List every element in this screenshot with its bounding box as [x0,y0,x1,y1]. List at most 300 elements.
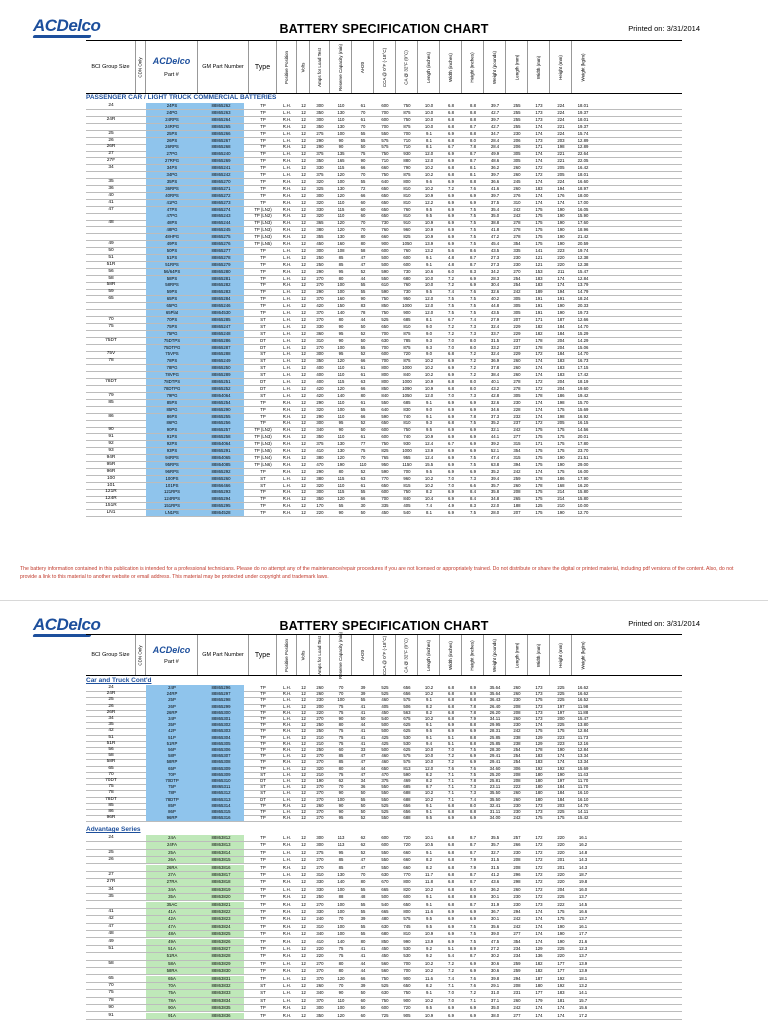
row-amps-load: 230 [316,697,324,703]
row-ah20: 47 [360,759,366,765]
row-terminal-position: R.H. [282,413,292,419]
row-length-in: 8.2 [426,778,432,783]
row-amps-load: 300 [316,1005,324,1011]
row-length-in: 9.1 [426,849,432,855]
row-amps-load: 420 [316,385,324,391]
row-terminal-position: L.H. [283,475,291,481]
row-gm-part: 88863834 [198,998,244,1004]
row-width-in: 6.8 [448,809,454,814]
row-weight-lb: 48.6 [490,158,500,164]
row-width-in: 6.9 [448,213,454,219]
row-terminal-position: L.H. [283,482,291,488]
row-height-mm: 190 [557,234,565,240]
row-gm-part: 88865288 [198,351,244,357]
row-weight-lb: 36.6 [490,178,500,184]
row-width-in: 7.2 [448,275,454,281]
row-ah20: 60 [360,206,366,212]
row-cca: 480 [381,916,389,922]
row-weight-lb: 28.31 [489,728,501,734]
row-width-mm: 180 [535,771,543,777]
row-height-in: 7.5 [470,241,476,246]
row-length-in: 10.0 [424,747,434,752]
row-height-in: 7.5 [470,938,476,944]
row-length-in: 9.1 [426,802,432,808]
row-ah20: 80 [360,234,366,240]
row-type: TP [260,496,266,502]
row-weight-lb: 29.95 [489,722,501,728]
row-terminal-position: L.H. [283,849,291,855]
row-ca: 810 [403,199,411,205]
row-width-mm: 192 [535,765,543,771]
row-ah20: 55 [360,923,366,929]
row-weight-kg: 14.70 [577,323,589,329]
row-part-number: 27PG [146,151,198,157]
row-reserve-capacity: 120 [337,454,345,460]
row-weight-lb: 26.20 [489,709,501,715]
row-ca: 810 [403,185,411,191]
row-terminal-position: L.H. [283,358,291,364]
row-ca: 685 [403,784,411,790]
row-length-mm: 259 [513,475,521,481]
row-weight-kg: 16.42 [577,165,589,171]
row-part-number: 34PS [146,165,198,171]
row-part-number: 59PS [146,289,198,295]
row-reserve-capacity: 80 [338,275,344,281]
row-weight-kg: 17.80 [577,441,589,447]
row-group-size: 27R [106,879,116,885]
row-amps-load: 270 [316,784,324,790]
row-amps-load: 270 [316,864,324,870]
row-height-in: 8.7 [470,879,476,885]
row-type: DT [260,379,266,384]
row-ah20: 66 [360,165,366,171]
row-ah20: 55 [360,130,366,136]
row-height-mm: 224 [557,178,565,184]
row-gm-part: 88865278 [198,255,244,261]
row-length-in: 8.7 [426,784,432,790]
row-cca: 590 [381,468,389,474]
row-group-size: 91 [108,1012,114,1018]
row-ca: 700 [403,968,411,974]
row-group-size [86,172,136,178]
row-length-mm: 259 [513,968,521,974]
row-type: TP [260,268,266,274]
row-height-mm: 225 [557,685,565,690]
row-type: TP [260,247,266,253]
row-terminal-position: R.H. [282,227,292,233]
row-weight-lb: 34.11 [489,716,501,721]
row-weight-kg: 14.3 [578,864,588,870]
row-ah20: 110 [359,461,367,467]
row-cca: 500 [381,747,389,752]
row-weight-lb: 32.7 [490,849,500,855]
row-group-size: 27 [108,872,114,877]
row-weight-lb: 37.3 [490,413,500,419]
row-volts: 12 [301,1012,306,1018]
row-ca: 810 [403,931,411,937]
row-amps-load: 375 [316,172,324,177]
row-volts: 12 [301,960,306,966]
row-height-in: 8.4 [470,489,476,495]
row-part-number: 49PS [146,241,198,247]
row-height-mm: 204 [557,379,565,384]
row-terminal-position: L.H. [283,351,291,357]
row-weight-lb: 28.4 [490,144,500,150]
row-weight-lb: 30.6 [490,968,500,974]
row-length-in: 10.2 [424,475,434,481]
row-ah20: 66 [360,358,366,364]
row-reserve-capacity: 90 [338,716,344,721]
row-reserve-capacity: 70 [338,916,344,922]
row-length-mm: 254 [513,275,521,281]
row-terminal-position: L.H. [283,392,291,398]
row-ah20: 61 [360,372,366,378]
row-width-mm: 171 [535,441,543,447]
row-amps-load: 200 [316,703,324,709]
row-group-size: 90 [108,1005,114,1011]
row-width-mm: 173 [535,103,543,108]
row-volts: 12 [301,496,306,502]
row-ah20: 80 [360,938,366,944]
row-weight-lb: 31.9 [490,901,500,907]
row-length-mm: 237 [513,337,521,343]
row-width-in: 6.9 [448,413,454,419]
row-terminal-position: R.H. [282,923,292,929]
row-group-size: 65 [108,765,114,771]
row-width-in: 6.9 [448,454,454,460]
row-height-in: 7.6 [470,289,476,295]
row-ah20: 60 [360,1012,366,1018]
row-height-mm: 204 [557,886,565,892]
row-length-in: 8.1 [426,510,432,516]
row-weight-kg: 22.05 [577,158,589,164]
row-ca: 930 [403,151,411,157]
row-gm-part: 88865316 [198,815,244,821]
row-length-in: 10.9 [424,379,434,384]
row-width-in: 6.9 [448,1005,454,1011]
table-row [86,931,682,938]
row-width-in: 7.0 [448,990,454,996]
row-ah20: 44 [360,722,366,728]
row-gm-part: 88865286 [198,338,244,344]
row-height-mm: 204 [557,385,565,391]
row-volts: 12 [301,254,306,260]
row-weight-lb: 38.8 [490,220,500,226]
row-volts: 12 [301,997,306,1003]
row-gm-part: 88865270 [198,179,244,185]
row-cca: 630 [381,990,389,996]
row-cca: 750 [381,310,389,315]
row-part-number: 24PS [146,103,198,109]
row-weight-kg: 15.6 [578,1005,588,1011]
row-group-size: 58 [108,960,114,966]
row-width-mm: 178 [535,475,543,481]
row-weight-lb: 52.1 [490,448,500,453]
row-length-in: 10.5 [424,842,434,848]
row-ah20: 52 [360,420,366,426]
row-gm-part: 88865266 [198,131,244,137]
row-weight-kg: 14.79 [577,289,589,295]
row-type: TP [260,489,266,495]
row-amps-load: 275 [316,130,324,136]
row-reserve-capacity: 110 [337,116,345,122]
row-cca: 550 [381,815,389,821]
row-volts: 12 [301,385,306,391]
row-group-size: 75 [108,784,114,790]
header-volts: Volts [297,635,310,675]
row-reserve-capacity: 75 [338,709,344,715]
row-length-in: 10.2 [424,172,434,177]
row-volts: 12 [301,747,306,752]
row-gm-part: 88865258 [198,434,244,440]
row-part-number: 70A [146,983,198,989]
row-cca: 825 [381,448,389,453]
row-group-size: 58R [106,282,116,288]
row-type: TP [260,199,266,205]
row-width-mm: 172 [535,420,543,426]
row-group-size [86,345,136,351]
row-ah20: 50 [360,790,366,796]
row-volts: 12 [301,282,306,288]
row-gm-part: 88863835 [198,1005,244,1011]
table-row [86,879,682,886]
row-terminal-position: R.H. [282,123,292,129]
row-weight-lb: 27.9 [490,316,500,322]
row-gm-part: 88865260 [198,476,244,482]
header-cca: CCA @ 0°F (-18°C) [374,41,396,93]
row-cca: 450 [381,946,389,951]
row-group-size: 24R [106,116,116,122]
row-reserve-capacity: 140 [337,392,345,398]
row-width-in: 6.9 [448,728,454,734]
row-ca: 685 [403,399,411,405]
row-weight-lb: 36.43 [489,697,501,703]
row-width-in: 5.1 [448,946,454,951]
row-part-number: 58RP [146,759,198,765]
row-reserve-capacity: 100 [337,282,345,288]
row-cca: 750 [381,441,389,447]
row-cca: 650 [381,199,389,205]
row-gm-part: 88865244 [198,220,244,226]
row-cca: 560 [381,968,389,974]
row-length-mm: 230 [513,722,521,728]
row-height-mm: 184 [557,323,565,329]
row-height-mm: 225 [557,894,565,900]
row-height-in: 7.8 [470,144,476,150]
row-part-number: 78DTP [146,797,198,803]
row-weight-lb: 35.64 [489,691,501,697]
row-volts: 12 [301,213,306,219]
row-group-size: 75 [108,323,114,329]
row-ah20: 70 [360,109,366,115]
row-group-size: 96R [106,815,116,821]
row-part-number: 58PS [146,276,198,282]
row-amps-load: 410 [316,448,324,453]
row-ca: 680 [403,275,411,281]
row-height-in: 7.3 [470,475,476,481]
row-volts: 12 [301,144,306,150]
row-ah20: 50 [360,1005,366,1011]
row-weight-lb: 29.1 [490,983,500,988]
row-cca: 590 [381,413,389,419]
row-terminal-position: L.H. [283,975,291,981]
row-height-mm: 174 [557,753,565,759]
row-group-size [86,865,136,871]
row-amps-load: 370 [316,296,324,302]
row-height-mm: 183 [557,990,565,996]
row-weight-kg: 19.37 [577,109,589,115]
row-width-mm: 175 [535,448,543,453]
row-group-size: 51 [108,946,114,951]
row-part-number: 24RP [146,691,198,697]
row-height-mm: 225 [557,946,565,951]
row-reserve-capacity: 115 [337,489,345,495]
row-weight-lb: 30.1 [490,916,500,922]
row-cca: 590 [381,268,389,274]
row-ca: 720 [403,835,411,840]
row-volts: 12 [301,784,306,790]
row-height-in: 7.5 [470,454,476,460]
row-width-mm: 180 [535,790,543,796]
row-length-mm: 305 [513,310,521,315]
page-title: BATTERY SPECIFICATION CHART [279,22,489,36]
header-len-in: Length (inches) [418,41,440,93]
row-width-mm: 178 [535,482,543,488]
row-cca: 500 [381,728,389,734]
row-length-in: 10.0 [424,759,434,765]
row-gm-part: 88865279 [198,262,244,268]
row-gm-part: 88863832 [198,983,244,989]
row-height-mm: 174 [557,759,565,765]
row-ca: 810 [403,420,411,426]
row-group-size [86,953,136,959]
row-volts: 12 [301,923,306,929]
row-type: ST [260,330,266,336]
row-cca: 560 [381,960,389,966]
row-weight-lb: 44.1 [490,434,500,440]
row-height-in: 8.8 [470,734,476,740]
row-length-mm: 294 [513,975,521,981]
row-volts: 12 [301,454,306,460]
row-ca: 625 [403,722,411,728]
row-length-mm: 257 [513,835,521,840]
row-weight-lb: 35.7 [490,842,500,848]
row-length-mm: 278 [513,379,521,384]
row-length-mm: 208 [513,857,521,863]
row-length-in: 10.2 [424,960,434,966]
row-cca: 710 [381,158,389,164]
row-ah20: 55 [360,909,366,914]
row-type: ST [260,316,266,322]
row-width-in: 6.9 [448,372,454,378]
row-length-in: 10.9 [424,192,434,198]
row-type: TP [260,151,266,157]
row-weight-lb: 28.4 [490,137,500,143]
row-weight-lb: 42.8 [490,392,500,398]
row-height-in: 8.0 [470,337,476,343]
row-terminal-position: R.H. [282,268,292,274]
row-length-mm: 242 [513,213,521,219]
row-cca: 650 [381,185,389,191]
row-volts: 12 [301,894,306,900]
row-length-in: 8.1 [426,316,432,322]
row-weight-lb: 37.5 [490,199,500,205]
row-ah20: 61 [360,116,366,122]
row-volts: 12 [301,316,306,322]
row-part-number: 121RPS [146,489,198,495]
row-height-mm: 183 [557,372,565,378]
row-part-number: 26PS [146,138,198,144]
row-height-in: 8.1 [470,172,476,177]
row-length-mm: 232 [513,413,521,419]
row-width-in: 6.8 [448,864,454,870]
row-cca: 650 [381,213,389,219]
row-length-in: 10.6 [424,268,434,274]
row-gm-part: 88865264 [198,117,244,123]
row-height-in: 7.1 [470,997,476,1003]
row-gm-part: 88865250 [198,365,244,371]
row-weight-lb: 41.8 [490,227,500,233]
row-amps-load: 250 [316,747,324,752]
row-terminal-position: R.H. [282,116,292,122]
acdelco-logo: ACDelco [33,16,100,36]
row-cca: 525 [381,316,389,322]
row-terminal-position: L.H. [283,316,291,322]
row-part-number: 34PG [146,172,198,178]
row-width-in: 6.8 [448,842,454,848]
row-cca: 525 [381,983,389,988]
row-ah20: 80 [360,241,366,246]
row-group-size: 47 [108,923,114,929]
row-ah20: 44 [360,968,366,974]
row-height-in: 7.3 [470,330,476,336]
table-row [86,968,682,975]
row-amps-load: 270 [316,968,324,974]
row-ah20: 55 [360,901,366,907]
row-amps-load: 320 [316,482,324,488]
table-row [86,857,682,864]
row-height-mm: 224 [557,130,565,136]
row-cca: 375 [381,778,389,783]
row-reserve-capacity: 70 [338,685,344,690]
row-width-in: 6.8 [448,703,454,709]
row-amps-load: 400 [316,372,324,378]
row-length-in: 13.9 [424,448,434,453]
row-part-number: 49A [146,939,198,945]
row-reserve-capacity: 95 [338,849,344,855]
row-volts: 12 [301,158,306,164]
row-part-number: 25P [146,697,198,703]
row-type: TP [260,116,266,122]
row-terminal-position: L.H. [283,379,291,384]
row-length-mm: 260 [513,185,521,191]
row-part-number: 75DTPG [146,345,198,351]
row-width-in: 7.0 [448,337,454,343]
row-weight-kg: 12.84 [577,747,589,752]
header-hgt-mm: Height (mm) [550,41,572,93]
row-ca: 760 [403,282,411,288]
header-ca: CA @ 32°F (0°C) [396,41,418,93]
row-part-number: 40RPS [146,193,198,199]
row-length-mm: 230 [513,130,521,136]
row-width-in: 6.8 [448,379,454,384]
row-width-mm: 172 [535,872,543,877]
row-type: TP [260,728,266,734]
row-ah20: 44 [360,316,366,322]
row-ah20: 77 [360,441,366,447]
row-cca: 550 [381,275,389,281]
row-height-mm: 205 [557,172,565,177]
